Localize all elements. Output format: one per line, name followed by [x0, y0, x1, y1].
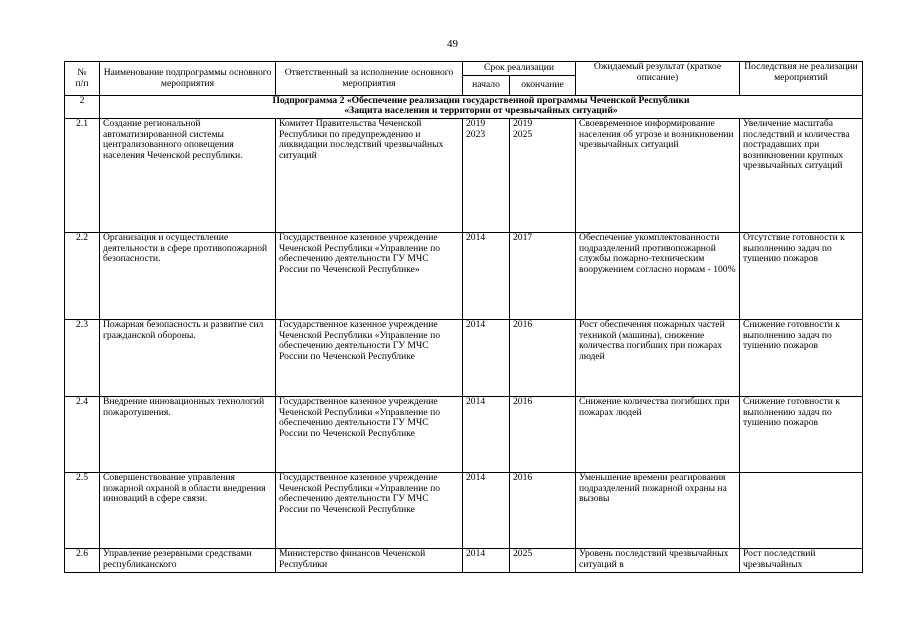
table-row	[65, 397, 863, 473]
row-responsible: Государственное казенное учреждение Чеченской Республики «Управление по обеспечению деятельности ГУ МЧС России по Чеченской Республике	[276, 397, 463, 473]
row-end: 2017	[510, 233, 576, 320]
row-responsible: Государственное казенное учреждение Чеченской Республики «Управление по обеспечению деятельности ГУ МЧС России по Чеченской Республике»	[276, 233, 463, 320]
header-name: Наименование подпрограммы основного мероприятия	[100, 62, 276, 96]
row-result: Рост обеспечения пожарных частей техникой (машины), снижение количества погибших при пожарах людей	[576, 320, 740, 397]
row-consequences: Отсутствие готовности к выполнению задач по тушению пожаров	[740, 233, 863, 320]
row-result: Обеспечение укомплектованности подразделений противопожарной службы пожарно-техническим вооружением согласно нормам - 100%	[576, 233, 740, 320]
row-result: Своевременное информирование населения об угрозе и возникновении чрезвычайных ситуаций	[576, 119, 740, 233]
row-start: 2014	[463, 320, 510, 397]
header-end: окончание	[510, 76, 576, 96]
row-name: Пожарная безопасность и развитие сил гражданской обороны.	[100, 320, 276, 397]
table-row	[65, 233, 863, 320]
row-num: 2.3	[65, 320, 100, 397]
row-name: Внедрение инновационных технологий пожаротушения.	[100, 397, 276, 473]
row-result: Уменьшение времени реагирования подразделений пожарной охраны на вызовы	[576, 473, 740, 549]
header-start: начало	[463, 76, 510, 96]
table-row	[65, 549, 863, 573]
row-responsible: Комитет Правительства Чеченской Республики по предупреждению и ликвидации последствий чрезвычайных ситуаций	[276, 119, 463, 233]
header-responsible: Ответственный за исполнение основного мероприятия	[276, 62, 463, 96]
row-start: 2014	[463, 473, 510, 549]
row-result: Уровень последствий чрезвычайных ситуаций в	[576, 549, 740, 573]
row-name: Совершенствование управления пожарной охраной в области внедрения инноваций в сфере связи.	[100, 473, 276, 549]
row-result: Снижение количества погибших при пожарах людей	[576, 397, 740, 473]
subprogram-title: Подпрограмма 2 «Обеспечение реализации государственной программы Чеченской Республики «Защита населения и территории от чрезвычайных ситуаций»	[100, 96, 863, 119]
table-row	[65, 119, 863, 233]
row-responsible: Государственное казенное учреждение Чеченской Республики «Управление по обеспечению деятельности ГУ МЧС России по Чеченской Республике	[276, 473, 463, 549]
page-number: 49	[447, 38, 458, 50]
table-row	[65, 473, 863, 549]
header-num: № п/п	[65, 62, 100, 96]
row-end: 2025	[510, 549, 576, 573]
header-consequences: Последствия не реализации мероприятий	[740, 62, 863, 96]
row-consequences: Увеличение масштаба последствий и количества пострадавших при возникновении крупных чрезвычайных ситуаций	[740, 119, 863, 233]
row-consequences: Рост последствий чрезвычайных	[740, 549, 863, 573]
row-consequences	[740, 473, 863, 549]
row-consequences: Снижение готовности к выполнению задач по тушению пожаров	[740, 320, 863, 397]
row-consequences: Снижение готовности к выполнению задач по тушению пожаров	[740, 397, 863, 473]
row-start: 2014	[463, 397, 510, 473]
row-num: 2.2	[65, 233, 100, 320]
row-start: 2019 2023	[463, 119, 510, 233]
row-name: Организация и осуществление деятельности в сфере противопожарной безопасности.	[100, 233, 276, 320]
row-num: 2.4	[65, 397, 100, 473]
row-end: 2016	[510, 320, 576, 397]
row-num: 2.1	[65, 119, 100, 233]
row-start: 2014	[463, 233, 510, 320]
row-name: Управление резервными средствами республиканского	[100, 549, 276, 573]
row-end: 2016	[510, 473, 576, 549]
row-responsible: Министерство финансов Чеченской Республики	[276, 549, 463, 573]
header-period: Срок реализации	[463, 62, 576, 76]
row-end: 2016	[510, 397, 576, 473]
row-num: 2.6	[65, 549, 100, 573]
row-start: 2014	[463, 549, 510, 573]
table-row	[65, 320, 863, 397]
row-responsible: Государственное казенное учреждение Чеченской Республики «Управление по обеспечению деятельности ГУ МЧС России по Чеченской Республике	[276, 320, 463, 397]
subprogram-num: 2	[65, 96, 100, 119]
row-end: 2019 2025	[510, 119, 576, 233]
measures-table	[64, 61, 863, 573]
row-num: 2.5	[65, 473, 100, 549]
header-result: Ожидаемый результат (краткое описание)	[576, 62, 740, 96]
row-name: Создание региональной автоматизированной системы централизованного оповещения населения Чеченской республики.	[100, 119, 276, 233]
